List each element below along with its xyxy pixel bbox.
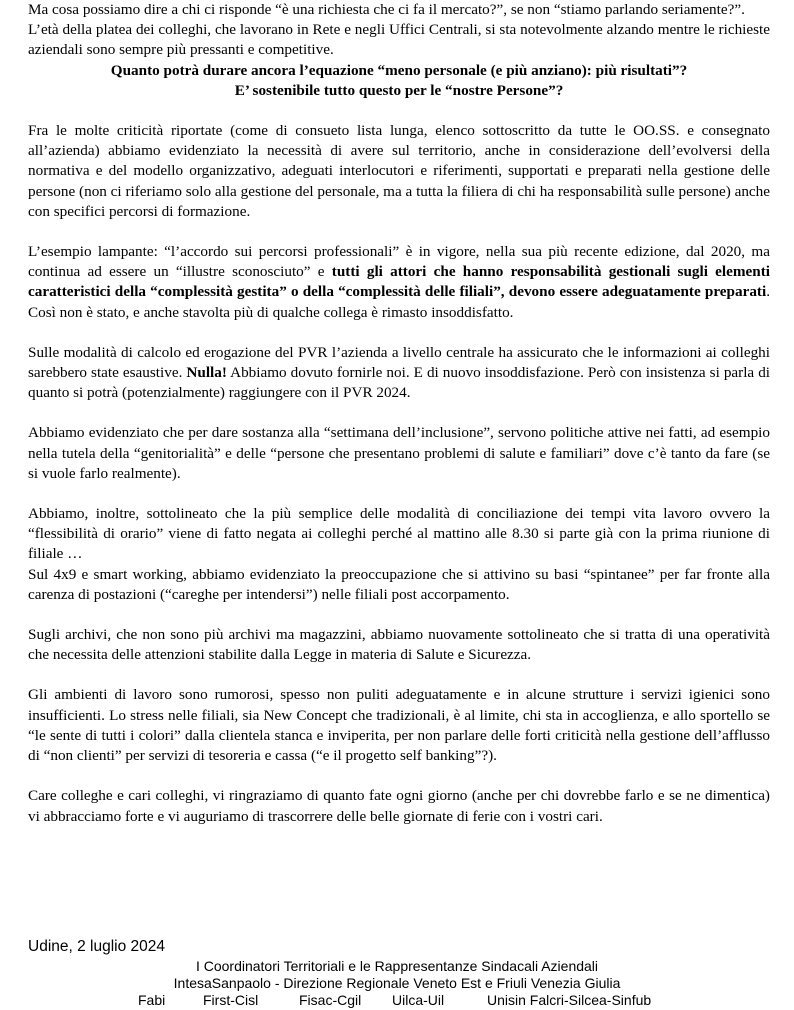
paragraph-text: Abbiamo dovuto fornirle noi. E di nuovo insoddisfazione. Però con insistenza si parla di quanto si potrà (potenzialmente) raggiungere con il PVR 2024.	[28, 364, 771, 402]
paragraph-text: . Così non è stato, e anche stavolta più di qualche collega è rimasto insoddisfatto.	[28, 283, 770, 321]
intro-paragraph-2: L’età della platea dei colleghi, che lavorano in Rete e negli Uffici Centrali, si sta notevolmente alzando mentre le richieste aziendali sono sempre più pressanti e competitive.	[28, 21, 770, 59]
paragraph-saluti: Care colleghe e cari colleghi, vi ringraziamo di quanto fate ogni giorno (anche per chi dovrebbe farlo e se ne dimentica) vi abbracciamo forte e vi auguriamo di trascorrere delle belle giornate di ferie con i vostri cari.	[28, 787, 770, 825]
union-first-cisl: First-Cisl	[203, 992, 259, 1008]
paragraph-text: L’esempio lampante: “l’accordo sui percorsi professionali” è in vigore, nella sua più recente edizione, dal 2020, ma continua ad essere un “illustre sconosciuto” e	[28, 243, 770, 281]
paragraph-criticita: Fra le molte criticità riportate (come di consueto lista lunga, elenco sottoscritto da tutte le OO.SS. e consegnato all’azienda) abbiamo evidenziato la necessità di avere sul territorio, anche in considerazione dell’evolversi della normativa e del modello organizzativo, adeguati interlocutori e riferimenti, supportati e preparati nella gestione delle persone (non ci riferiamo solo alla gestione del personale, ma a tutta la filiera di chi ha responsabilità sulle persone) anche con specifici percorsi di formazione.	[28, 122, 770, 220]
union-unisin: Unisin Falcri-Silcea-Sinfub	[487, 992, 652, 1008]
paragraph-text: Sulle modalità di calcolo ed erogazione del PVR l’azienda a livello centrale ha assicurato che le informazioni ai colleghi sarebbero state esaustive.	[28, 343, 770, 382]
union-fisac-cgil: Fisac-Cgil	[299, 992, 362, 1008]
paragraph-percorsi-professionali	[28, 242, 770, 323]
paragraph-inclusione: Abbiamo evidenziato che per dare sostanza alla “settimana dell’inclusione”, servono politiche attive nei fatti, ad esempio nella tutela della “genitorialità” e delle “persone che presentano problemi di salute e familiari” dove c’è tanto da fare (se si vuole farlo realmente).	[28, 424, 770, 482]
paragraph-pvr	[28, 343, 770, 404]
union-uilca-uil: Uilca-Uil	[392, 992, 445, 1008]
paragraph-flessibilita: Abbiamo, inoltre, sottolineato che la più semplice delle modalità di conciliazione dei tempi vita lavoro ovvero la “flessibilità di orario” viene di fatto negata ai colleghi perché al mattino alle 8.30 si parte già con la prima riunione di filiale …	[28, 505, 770, 563]
signature-line-1: I Coordinatori Territoriali e le Rappresentanze Sindacali Aziendali	[195, 958, 599, 974]
intro-paragraph-1: Ma cosa possiamo dire a chi ci risponde “è una richiesta che ci fa il mercato?”, se non “stiamo parlando seriamente?”.	[28, 1, 745, 18]
paragraph-archivi: Sugli archivi, che non sono più archivi ma magazzini, abbiamo nuovamente sottolineato che si tratta di una operatività che necessita delle attenzioni stabilite dalla Legge in materia di Salute e Sicurezza.	[28, 626, 770, 664]
signature-line-2: IntesaSanpaolo - Direzione Regionale Veneto Est e Friuli Venezia Giulia	[173, 975, 621, 991]
highlighted-question-2: E’ sostenibile tutto questo per le “nostre Persone”?	[234, 81, 564, 99]
letter-date: Udine, 2 luglio 2024	[28, 938, 166, 955]
paragraph-ambienti-lavoro: Gli ambienti di lavoro sono rumorosi, spesso non puliti adeguatamente e in alcune strutture i servizi igienici sono insufficienti. Lo stress nelle filiali, sia New Concept che tradizionali, è al limite, chi sta in accoglienza, e allo sportello se “le sente di tutti i colori” dalla clientela stanca e inviperita, per non parlare delle forti criticità nella gestione dell’afflusso di “non clienti” per servizi di tesoreria e cassa (“e il progetto self banking”?).	[28, 686, 770, 765]
bold-emphasis: Nulla!	[186, 364, 227, 382]
bold-emphasis: tutti gli attori che hanno responsabilità gestionali sugli elementi caratteristici della “complessità gestita” o della “complessità delle filiali”, devono essere adeguatamente preparati	[28, 263, 770, 301]
paragraph-smart-working: Sul 4x9 e smart working, abbiamo evidenziato la preoccupazione che si attivino su basi “spintanee” per far fronte alla carenza di postazioni (“careghe per intendersi”) nelle filiali post accorpamento.	[28, 565, 770, 603]
letter-body	[28, 0, 770, 827]
highlighted-question-1: Quanto potrà durare ancora l’equazione “meno personale (e più anziano): più risultati”?	[110, 61, 688, 79]
union-fabi: Fabi	[138, 992, 166, 1008]
